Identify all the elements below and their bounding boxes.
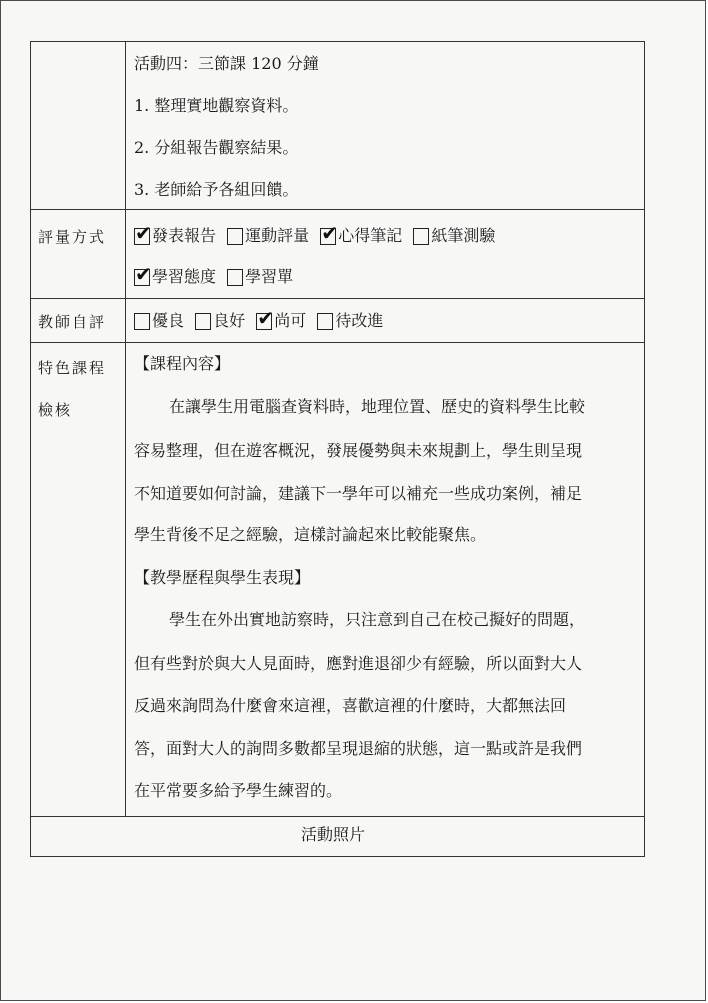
activity-title: 活動四：三節課 120 分鐘 [134,54,319,73]
review-label-line1: 特色課程 [38,359,107,377]
checkmark-icon: ✔ [135,220,152,245]
checkbox-label: 良好 [213,311,246,330]
checkbox-label: 心得筆記 [338,226,403,245]
checkbox[interactable] [320,220,338,245]
checkbox-item[interactable] [134,220,217,246]
assessment-options-row2 [134,261,299,291]
checkbox-item[interactable] [195,311,245,331]
checkbox-label: 運動評量 [245,226,310,245]
process-line: 在平常要多給予學生練習的。 [134,781,343,800]
checkbox-label: 學習單 [245,267,294,286]
checkbox[interactable] [227,228,243,245]
checkbox-label: 紙筆測驗 [431,226,496,245]
checkbox-item[interactable] [413,226,495,246]
checkbox-label: 發表報告 [152,226,217,245]
assessment-options-row1 [134,220,501,250]
content-line: 容易整理，但在遊客概況，發展優勢與未來規劃上，學生則呈現 [134,441,583,460]
checkbox-item[interactable] [320,220,403,246]
checkmark-icon: ✔ [257,305,274,330]
process-line: 答，面對大人的詢問多數都呈現退縮的狀態，這一點或許是我們 [134,739,583,758]
checkbox-item[interactable] [256,305,307,331]
checkbox-item[interactable] [134,261,217,287]
content-heading: 【課程內容】 [134,354,231,373]
self-eval-label: 教師自評 [38,313,107,331]
checkbox[interactable] [134,220,152,245]
review-label-line2: 檢核 [38,401,73,419]
checkbox[interactable] [413,228,429,245]
checkbox-label: 優良 [152,311,185,330]
row-divider [30,209,645,210]
checkbox-item[interactable] [227,267,293,287]
checkbox-label: 學習態度 [152,267,217,286]
checkmark-icon: ✔ [321,220,338,245]
row-divider [30,816,645,817]
checkbox[interactable] [134,261,152,286]
activity-step: 2. 分組報告觀察結果。 [134,138,299,157]
content-line: 在讓學生用電腦查資料時，地理位置、歷史的資料學生比較 [169,397,586,416]
checkbox-item[interactable] [227,226,309,246]
content-line: 不知道要如何討論，建議下一學年可以補充一些成功案例，補足 [134,484,583,503]
checkbox[interactable] [227,269,243,286]
checkbox[interactable] [134,313,150,330]
self-eval-options [134,305,389,335]
checkmark-icon: ✔ [135,261,152,286]
photos-label: 活動照片 [301,825,366,844]
activity-step: 3. 老師給予各組回饋。 [134,180,299,199]
content-line: 學生背後不足之經驗，這樣討論起來比較能聚焦。 [134,525,487,544]
checkbox[interactable] [317,313,333,330]
checkbox-label: 尚可 [274,311,307,330]
checkbox[interactable] [256,305,274,330]
row-divider [30,342,645,343]
assessment-label: 評量方式 [38,228,107,246]
checkbox-label: 待改進 [335,311,384,330]
activity-step: 1. 整理實地觀察資料。 [134,96,299,115]
checkbox[interactable] [195,313,211,330]
process-line: 反過來詢問為什麼會來這裡，喜歡這裡的什麼時，大都無法回 [134,696,567,715]
checkbox-item[interactable] [134,311,184,331]
checkbox-item[interactable] [317,311,383,331]
process-line: 學生在外出實地訪察時，只注意到自己在校己擬好的問題， [169,610,586,629]
column-divider [125,41,126,816]
process-heading: 【教學歷程與學生表現】 [134,568,311,587]
row-divider [30,298,645,299]
process-line: 但有些對於與大人見面時，應對進退卻少有經驗，所以面對大人 [134,654,583,673]
